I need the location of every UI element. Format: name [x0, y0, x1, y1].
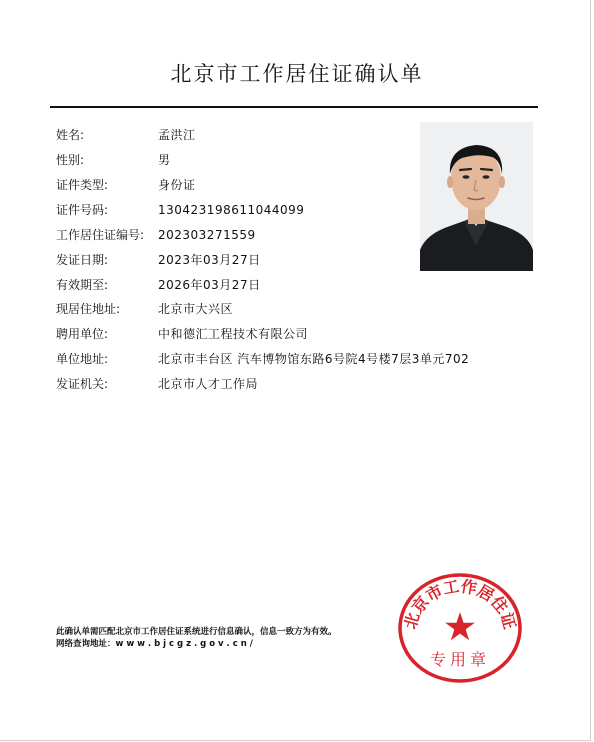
- field-value: 北京市大兴区: [158, 302, 234, 316]
- field-label: 现居住地址:: [56, 302, 121, 316]
- footer-line-validity: 此确认单需匹配北京市工作居住证系统进行信息确认，信息一致方为有效。: [56, 627, 337, 637]
- official-seal: [396, 572, 524, 684]
- field-label: 性别:: [56, 153, 85, 167]
- field-label: 发证日期:: [56, 253, 109, 267]
- footer-line-query-url: 网络查询地址：w w w . b j c g z . g o v . c n /: [56, 639, 253, 649]
- field-value: 北京市人才工作局: [158, 377, 259, 391]
- field-value: 2023年03月27日: [158, 253, 261, 267]
- document-title: 北京市工作居住证确认单: [170, 62, 424, 86]
- field-value: 北京市丰台区 汽车博物馆东路6号院4号楼7层3单元702: [158, 352, 470, 366]
- field-label: 工作居住证编号:: [56, 228, 145, 242]
- field-label: 姓名:: [56, 128, 85, 142]
- portrait-image: [420, 122, 533, 271]
- field-value: 130423198611044099: [158, 203, 305, 217]
- seal-bottom-text: 专用章: [429, 650, 491, 669]
- seal-arc-text: 北京市工作居住证: [400, 576, 520, 632]
- field-label: 证件类型:: [56, 178, 109, 192]
- field-value: 202303271559: [158, 228, 256, 242]
- field-value: 男: [158, 153, 171, 167]
- field-value: 中和德汇工程技术有限公司: [158, 327, 309, 341]
- field-label: 证件号码:: [56, 203, 109, 217]
- field-label: 发证机关:: [56, 377, 109, 391]
- star-icon: [445, 612, 475, 640]
- field-value: 孟洪江: [158, 128, 196, 142]
- field-label: 聘用单位:: [56, 327, 109, 341]
- field-label: 有效期至:: [56, 278, 109, 292]
- id-photo: [420, 122, 533, 271]
- title-divider: [50, 106, 538, 108]
- footer-note: [56, 626, 337, 650]
- field-label: 单位地址:: [56, 352, 109, 366]
- field-value: 身份证: [158, 178, 196, 192]
- field-value: 2026年03月27日: [158, 278, 261, 292]
